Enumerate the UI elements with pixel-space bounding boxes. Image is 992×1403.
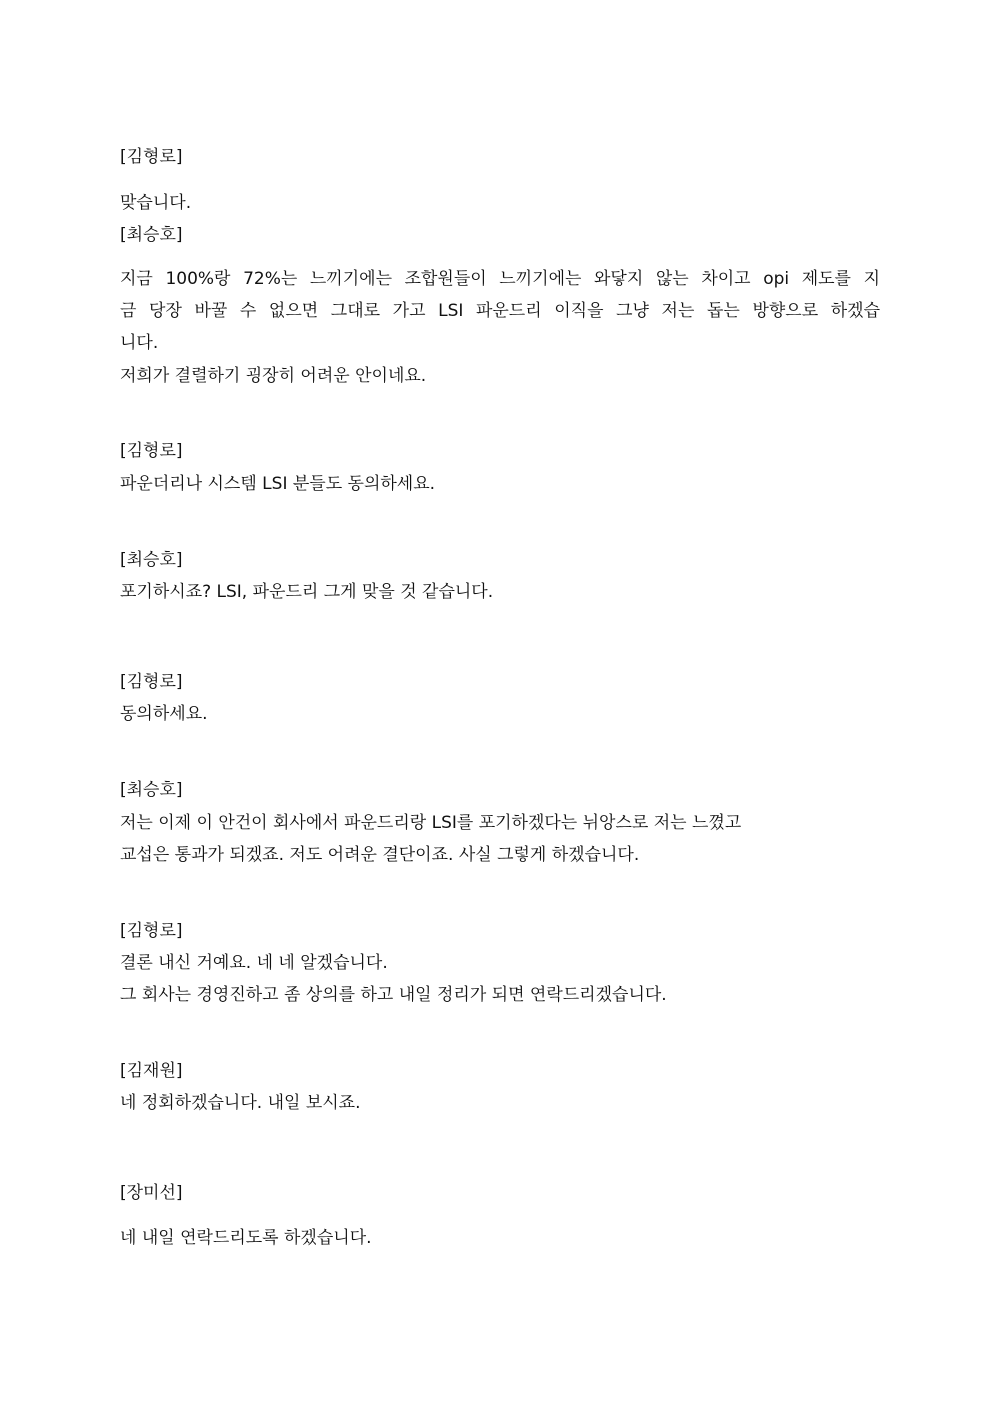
speaker-label: [김형로] [120,441,183,461]
speaker-label: [최승호] [120,550,183,570]
utterance-line: 저는 이제 이 안건이 회사에서 파운드리랑 LSI를 포기하겠다는 뉘앙스로 저는 느꼈고 [120,813,742,833]
utterance-line: 동의하세요. [120,704,208,724]
utterance-line: 포기하시죠? LSI, 파운드리 그게 맞을 것 같습니다. [120,582,494,602]
speaker-label: [김재원] [120,1061,183,1081]
utterance-line: 지금 100%랑 72%는 느끼기에는 조합원들이 느끼기에는 와닿지 않는 차이고 opi 제도를 지 [120,269,880,289]
utterance-line: 네 내일 연락드리도록 하겠습니다. [120,1228,372,1248]
utterance-line: 저희가 결렬하기 굉장히 어려운 안이네요. [120,366,427,386]
speaker-label: [김형로] [120,147,183,167]
speaker-label: [최승호] [120,225,183,245]
utterance-line: 파운더리나 시스템 LSI 분들도 동의하세요. [120,474,436,494]
utterance-line: 그 회사는 경영진하고 좀 상의를 하고 내일 정리가 되면 연락드리겠습니다. [120,985,667,1005]
speaker-label: [김형로] [120,921,183,941]
utterance-line: 교섭은 통과가 되겠죠. 저도 어려운 결단이죠. 사실 그렇게 하겠습니다. [120,845,640,865]
speaker-label: [최승호] [120,780,183,800]
utterance-line: 니다. [120,333,159,353]
utterance-line: 결론 내신 거예요. 네 네 알겠습니다. [120,953,388,973]
speaker-label: [장미선] [120,1183,183,1203]
speaker-label: [김형로] [120,672,183,692]
utterance-line: 금 당장 바꿀 수 없으면 그대로 가고 LSI 파운드리 이직을 그냥 저는 돕는 방향으로 하겠습 [120,301,880,321]
utterance-line: 네 정회하겠습니다. 내일 보시죠. [120,1093,361,1113]
utterance-line: 맞습니다. [120,193,192,213]
